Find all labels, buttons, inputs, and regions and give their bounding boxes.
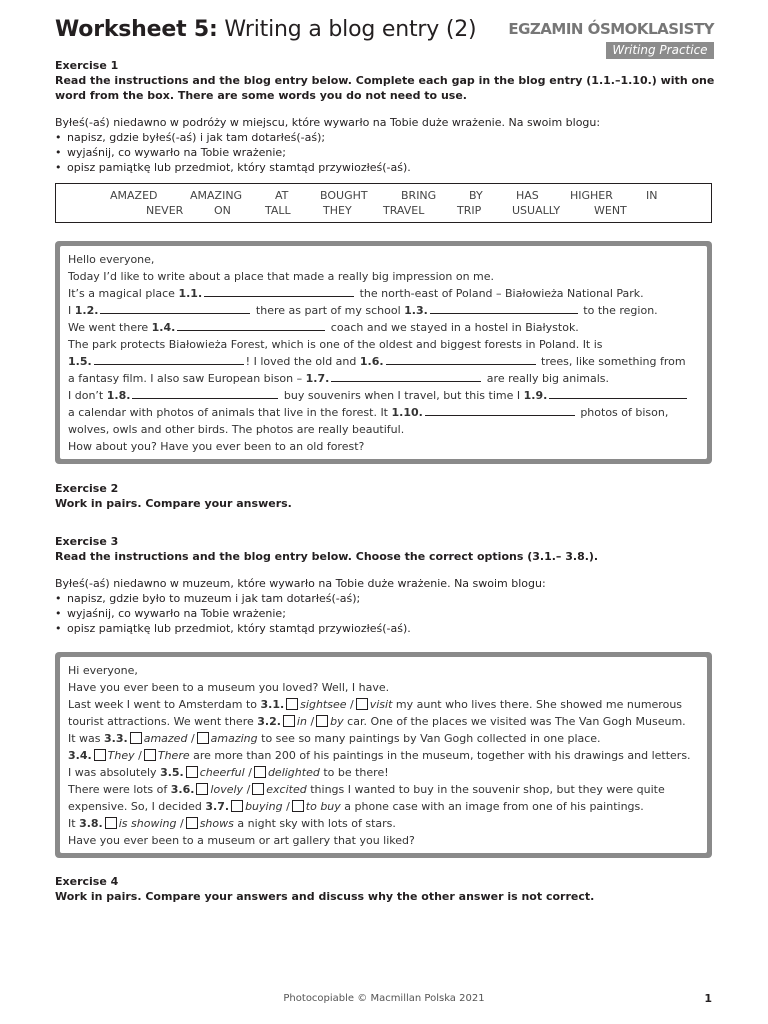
option-text: There xyxy=(157,749,190,762)
option-3-6-b-checkbox[interactable] xyxy=(252,783,264,795)
option-3-8-a-checkbox[interactable] xyxy=(105,817,117,829)
blog-text: I was absolutely xyxy=(68,766,161,779)
option-text: sightsee xyxy=(300,698,347,711)
blog-text: car. One of the places we visited was The Van Gogh Museum. xyxy=(343,715,686,728)
option-separator: / xyxy=(286,800,290,813)
option-3-4-a-checkbox[interactable] xyxy=(94,749,106,761)
word-box-word: AT xyxy=(275,189,289,202)
blog-line: Today I’d like to write about a place that made a really big impression on me. xyxy=(68,270,495,283)
exercise-3-task-intro: Byłeś(-aś) niedawno w muzeum, które wywarło na Tobie duże wrażenie. Na swoim blogu: xyxy=(55,577,546,590)
option-text: lovely xyxy=(210,783,244,796)
blog-text: expensive. So, I decided xyxy=(68,800,206,813)
blog-line xyxy=(68,713,699,730)
exercise-3-bullet: • opisz pamiątkę lub przedmiot, który stamtąd przywiozłeś(-aś). xyxy=(55,621,715,636)
option-3-5-a-checkbox[interactable] xyxy=(186,766,198,778)
blog-line: Have you ever been to a museum or art gallery that you liked? xyxy=(68,834,415,847)
option-3-3-a-checkbox[interactable] xyxy=(130,732,142,744)
blog-text: to be there! xyxy=(319,766,389,779)
option-3-1-a-checkbox[interactable] xyxy=(286,698,298,710)
blog-text: there as part of my school xyxy=(252,304,405,317)
blog-text: It xyxy=(68,817,80,830)
blog-text: It was xyxy=(68,732,105,745)
option-separator: / xyxy=(350,698,354,711)
blog-line: How about you? Have you ever been to an old forest? xyxy=(68,440,365,453)
gap-1-10-input[interactable] xyxy=(425,404,575,416)
blog-line xyxy=(68,747,699,764)
word-box-word: IN xyxy=(646,189,658,202)
exercise-2-instruction: Work in pairs. Compare your answers. xyxy=(55,497,292,510)
blog-text: to see so many paintings by Van Gogh collected in one place. xyxy=(257,732,601,745)
option-text: is showing xyxy=(118,817,177,830)
blog-line: Have you ever been to a museum you loved? Well, I have. xyxy=(68,681,390,694)
option-number: 3.4. xyxy=(68,749,92,762)
blog-line xyxy=(68,696,699,713)
word-box-word: TRAVEL xyxy=(383,204,425,217)
option-separator: / xyxy=(310,715,315,728)
option-separator: / xyxy=(248,766,252,779)
exercise-3-bullet: • wyjaśnij, co wywarło na Tobie wrażenie; xyxy=(55,606,715,621)
blog-text: tourist attractions. We went there xyxy=(68,715,258,728)
option-3-3-b-checkbox[interactable] xyxy=(197,732,209,744)
option-number: 3.8. xyxy=(79,817,103,830)
gap-1-4-input[interactable] xyxy=(177,319,325,331)
option-3-8-b-checkbox[interactable] xyxy=(186,817,198,829)
word-box-row-1 xyxy=(56,189,711,204)
exercise-4 xyxy=(55,874,715,904)
gap-1-7-input[interactable] xyxy=(331,370,481,382)
exercise-2 xyxy=(55,481,715,511)
blog-text: a night sky with lots of stars. xyxy=(233,817,396,830)
option-text: cheerful xyxy=(199,766,245,779)
blog-text: We went there xyxy=(68,321,152,334)
exercise-3-heading: Exercise 3 xyxy=(55,535,119,548)
exercise-1-instruction: Read the instructions and the blog entry below. Complete each gap in the blog entry (1.1.–1.10.) with one word from the box. There are some words you do not need to use. xyxy=(55,74,715,102)
option-text: by xyxy=(330,715,344,728)
option-text: They xyxy=(107,749,135,762)
option-number: 3.3. xyxy=(104,732,128,745)
word-box-row-2 xyxy=(56,204,711,219)
blog-entry-1 xyxy=(55,241,712,464)
gap-number: 1.9. xyxy=(523,389,548,402)
blog-line xyxy=(68,353,699,370)
title-bold: Worksheet 5: xyxy=(55,17,218,42)
gap-number: 1.2. xyxy=(74,304,99,317)
option-3-7-a-checkbox[interactable] xyxy=(231,800,243,812)
option-separator: / xyxy=(246,783,251,796)
blog-line xyxy=(68,302,699,319)
word-box-word: THEY xyxy=(323,204,352,217)
blog-text: I xyxy=(68,304,75,317)
word-box-word: ON xyxy=(214,204,231,217)
gap-number: 1.4. xyxy=(151,321,176,334)
footer-copyright: Photocopiable © Macmillan Polska 2021 xyxy=(283,993,485,1004)
option-3-2-b-checkbox[interactable] xyxy=(316,715,328,727)
blog-entry-3-text xyxy=(60,657,707,853)
gap-number: 1.10. xyxy=(391,406,423,419)
blog-text: photos of bison, xyxy=(576,406,669,419)
option-text: delighted xyxy=(267,766,320,779)
gap-1-9-input[interactable] xyxy=(549,387,687,399)
exercise-2-heading: Exercise 2 xyxy=(55,482,119,495)
option-3-6-a-checkbox[interactable] xyxy=(196,783,208,795)
gap-number: 1.7. xyxy=(305,372,330,385)
blog-text: coach and we stayed in a hostel in Białystok. xyxy=(327,321,579,334)
word-box-word: AMAZED xyxy=(110,189,158,202)
brand-logo-text: EGZAMIN ÓSMOKLASISTY xyxy=(508,20,714,38)
gap-1-8-input[interactable] xyxy=(132,387,278,399)
exercise-4-heading: Exercise 4 xyxy=(55,875,119,888)
gap-number: 1.5. xyxy=(68,355,92,368)
blog-line xyxy=(68,815,699,832)
blog-text: my aunt who lives there. She showed me numerous xyxy=(392,698,683,711)
blog-line xyxy=(68,781,699,798)
blog-line: Hi everyone, xyxy=(68,664,138,677)
blog-entry-1-text xyxy=(60,246,707,459)
option-separator: / xyxy=(179,817,184,830)
exercise-3-bullet: • napisz, gdzie było to muzeum i jak tam dotarłeś(-aś); xyxy=(55,591,715,606)
gap-1-3-input[interactable] xyxy=(430,302,578,314)
blog-line: Hello everyone, xyxy=(68,253,155,266)
option-text: amazing xyxy=(210,732,258,745)
word-box-word: BRING xyxy=(401,189,437,202)
option-number: 3.5. xyxy=(160,766,184,779)
blog-line: The park protects Białowieża Forest, which is one of the oldest and biggest forests in Poland. It is xyxy=(68,338,603,351)
blog-line xyxy=(68,764,699,781)
option-text: excited xyxy=(266,783,307,796)
word-box-word: WENT xyxy=(594,204,627,217)
exercise-1-heading: Exercise 1 xyxy=(55,59,119,72)
gap-1-5-input[interactable] xyxy=(94,353,244,365)
word-box xyxy=(55,183,712,223)
blog-line xyxy=(68,404,699,421)
blog-text: I don’t xyxy=(68,389,107,402)
blog-line xyxy=(68,285,699,302)
blog-line xyxy=(68,387,699,404)
word-box-word: BY xyxy=(469,189,483,202)
exercise-1-bullet: • napisz, gdzie byłeś(-aś) i jak tam dotarłeś(-aś); xyxy=(55,130,715,145)
word-box-word: AMAZING xyxy=(190,189,243,202)
exercise-1-instructions xyxy=(55,58,715,175)
exercise-1-bullet: • wyjaśnij, co wywarło na Tobie wrażenie; xyxy=(55,145,715,160)
blog-line xyxy=(68,798,699,815)
option-number: 3.6. xyxy=(170,783,195,796)
blog-text: a calendar with photos of animals that live in the forest. It xyxy=(68,406,392,419)
blog-text: a phone case with an image from one of his paintings. xyxy=(340,800,644,813)
gap-number: 1.8. xyxy=(106,389,131,402)
blog-text: things I wanted to buy in the souvenir shop, but they were quite xyxy=(306,783,665,796)
blog-text: It’s a magical place xyxy=(68,287,179,300)
word-box-word: NEVER xyxy=(146,204,184,217)
word-box-word: TALL xyxy=(265,204,291,217)
option-3-7-b-checkbox[interactable] xyxy=(292,800,304,812)
option-text: shows xyxy=(199,817,234,830)
blog-line: wolves, owls and other birds. The photos are really beautiful. xyxy=(68,423,405,436)
blog-text: Last week I went to Amsterdam to xyxy=(68,698,261,711)
exercise-1-bullet: • opisz pamiątkę lub przedmiot, który stamtąd przywiozłeś(-aś). xyxy=(55,160,715,175)
option-number: 3.7. xyxy=(205,800,230,813)
exercise-1-task-intro: Byłeś(-aś) niedawno w podróży w miejscu, które wywarło na Tobie duże wrażenie. Na swoim blogu: xyxy=(55,116,601,129)
word-box-word: USUALLY xyxy=(512,204,561,217)
word-box-word: HAS xyxy=(516,189,539,202)
gap-number: 1.3. xyxy=(404,304,428,317)
blog-text: trees, like something from xyxy=(537,355,686,368)
option-text: amazed xyxy=(143,732,188,745)
option-text: buying xyxy=(245,800,283,813)
blog-text: to the region. xyxy=(579,304,658,317)
blog-text: a fantasy film. I also saw European bison – xyxy=(68,372,306,385)
blog-line xyxy=(68,730,699,747)
option-text: in xyxy=(296,715,307,728)
brand-subtitle: Writing Practice xyxy=(606,42,714,59)
exercise-4-instruction: Work in pairs. Compare your answers and discuss why the other answer is not correct. xyxy=(55,890,595,903)
option-separator: / xyxy=(138,749,142,762)
blog-entry-3 xyxy=(55,652,712,858)
option-3-4-b-checkbox[interactable] xyxy=(144,749,156,761)
blog-text: buy souvenirs when I travel, but this time I xyxy=(280,389,524,402)
page-title xyxy=(55,17,476,42)
gap-number: 1.6. xyxy=(359,355,384,368)
option-number: 3.1. xyxy=(260,698,285,711)
blog-line xyxy=(68,319,699,336)
gap-1-1-input[interactable] xyxy=(204,285,354,297)
option-3-1-b-checkbox[interactable] xyxy=(356,698,368,710)
option-separator: / xyxy=(190,732,195,745)
word-box-word: BOUGHT xyxy=(320,189,368,202)
exercise-3-instructions xyxy=(55,534,715,636)
option-number: 3.2. xyxy=(257,715,281,728)
option-text: visit xyxy=(369,698,393,711)
gap-1-2-input[interactable] xyxy=(100,302,250,314)
title-rest: Writing a blog entry (2) xyxy=(224,17,477,42)
word-box-word: HIGHER xyxy=(570,189,613,202)
option-3-2-a-checkbox[interactable] xyxy=(283,715,295,727)
page-number: 1 xyxy=(704,992,712,1005)
blog-text: are really big animals. xyxy=(483,372,610,385)
gap-number: 1.1. xyxy=(178,287,203,300)
exercise-3-instruction: Read the instructions and the blog entry below. Choose the correct options (3.1.– 3.8.). xyxy=(55,550,599,563)
blog-text: the north-east of Poland – Białowieża National Park. xyxy=(356,287,644,300)
word-box-word: TRIP xyxy=(457,204,482,217)
blog-line xyxy=(68,370,699,387)
gap-1-6-input[interactable] xyxy=(386,353,536,365)
blog-text: ! I loved the old and xyxy=(245,355,360,368)
blog-text: are more than 200 of his paintings in the museum, together with his drawings and letters. xyxy=(189,749,691,762)
option-3-5-b-checkbox[interactable] xyxy=(254,766,266,778)
option-text: to buy xyxy=(305,800,341,813)
blog-text: There were lots of xyxy=(68,783,171,796)
